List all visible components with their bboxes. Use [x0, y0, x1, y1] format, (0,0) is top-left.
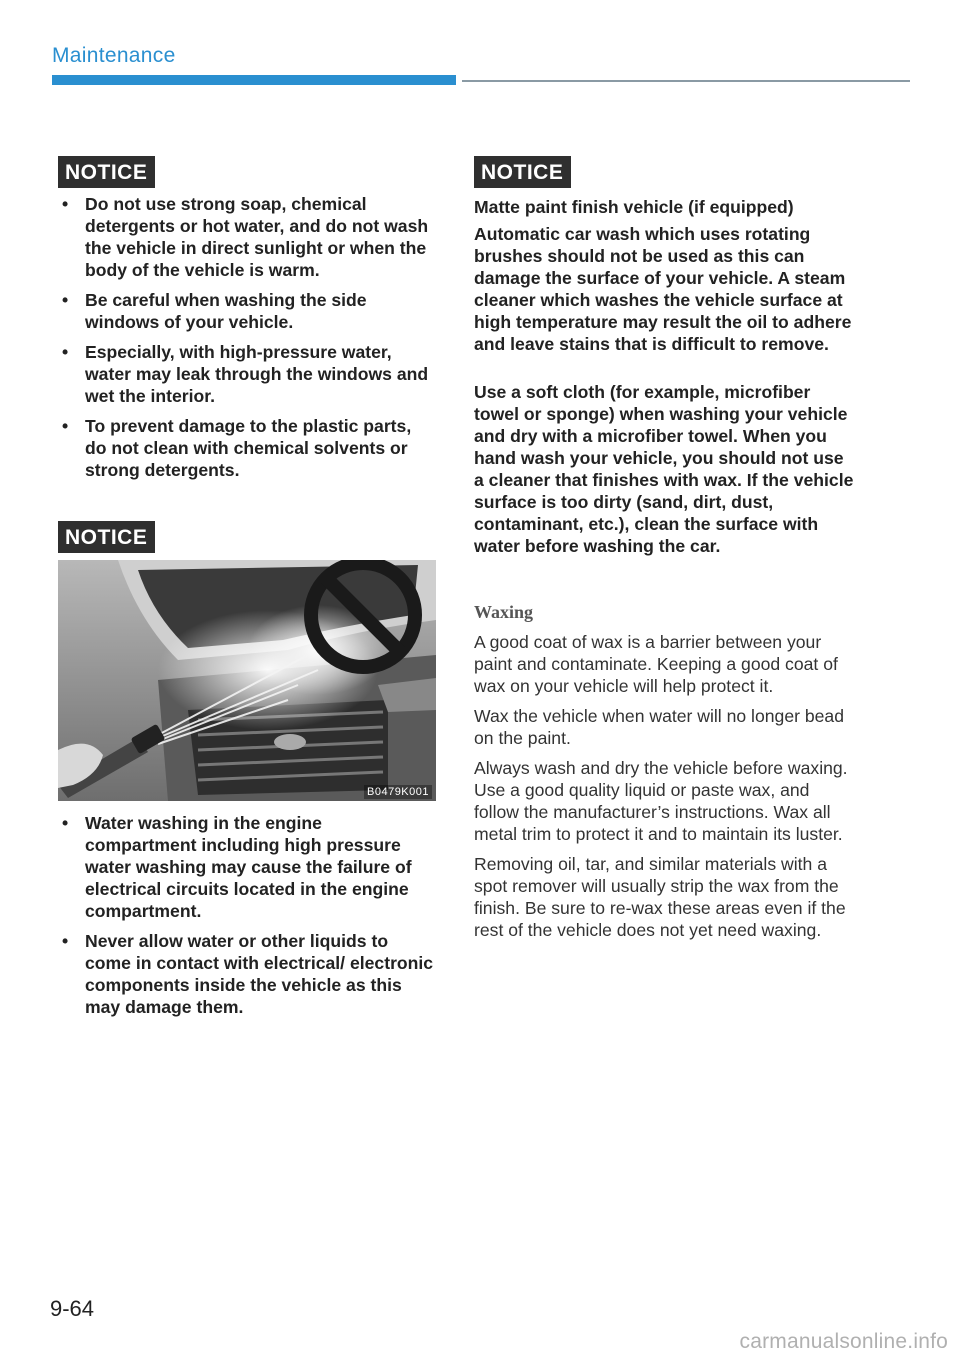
header-rule-accent: [52, 75, 456, 85]
section-title: Maintenance: [52, 44, 176, 67]
engine-wash-illustration: [58, 560, 436, 801]
matte-paragraph: Use a soft cloth (for example, microfiber towel or sponge) when washing your vehicle and dry with a microfiber towel. When you hand wash your vehicle, you should not use a cleaner that finishes with wax. If the vehicle surface is too dirty (sand, dirt, dust, contaminant, etc.), clean the surface with water before washing the car.: [474, 382, 854, 556]
waxing-paragraph: A good coat of wax is a barrier between your paint and contaminate. Keeping a good coat of wax on your vehicle will help protect it.: [474, 632, 838, 696]
matte-heading: Matte paint finish vehicle (if equipped): [474, 197, 794, 217]
engine-wash-image: [58, 560, 436, 801]
list-item: • Water washing in the engine compartment including high pressure water washing may cause the failure of electrical circuits located in the engine compartment.: [58, 812, 436, 922]
list-item: • Do not use strong soap, chemical detergents or hot water, and do not wash the vehicle in direct sunlight or when the body of the vehicle is warm.: [58, 193, 436, 281]
list-item: • Never allow water or other liquids to come in contact with electrical/ electronic components inside the vehicle as this may damage them.: [58, 930, 436, 1018]
waxing-heading: Waxing: [474, 602, 534, 622]
notice-bullet-list: [58, 812, 436, 1026]
waxing-paragraph: Wax the vehicle when water will no longer bead on the paint.: [474, 706, 844, 748]
page-number: 9-64: [50, 1296, 95, 1321]
list-item: • Especially, with high-pressure water, water may leak through the windows and wet the interior.: [58, 341, 436, 407]
watermark: carmanualsonline.info: [739, 1330, 948, 1353]
notice-bullet-list: [58, 193, 436, 489]
list-item: • Be careful when washing the side windows of your vehicle.: [58, 289, 436, 333]
list-item: • To prevent damage to the plastic parts, do not clean with chemical solvents or strong detergents.: [58, 415, 436, 481]
notice-label: NOTICE: [58, 521, 155, 553]
waxing-section: [474, 631, 854, 949]
header-rule: [462, 80, 910, 82]
figure-code: B0479K001: [364, 785, 432, 799]
waxing-paragraph: Always wash and dry the vehicle before waxing. Use a good quality liquid or paste wax, and follow the manufacturer’s instructions. Wax all metal trim to protect it and to maintain its luster.: [474, 758, 848, 844]
matte-paragraph: Automatic car wash which uses rotating brushes should not be used as this can damage the surface of your vehicle. A steam cleaner which washes the vehicle surface at high temperature may result the oil to adhere and leave stains that is difficult to remove.: [474, 224, 852, 354]
notice-label: NOTICE: [58, 156, 155, 188]
notice-label: NOTICE: [474, 156, 571, 188]
waxing-paragraph: Removing oil, tar, and similar materials with a spot remover will usually strip the wax from the finish. Be sure to re-wax these areas even if the rest of the vehicle does not yet need waxing.: [474, 854, 846, 940]
